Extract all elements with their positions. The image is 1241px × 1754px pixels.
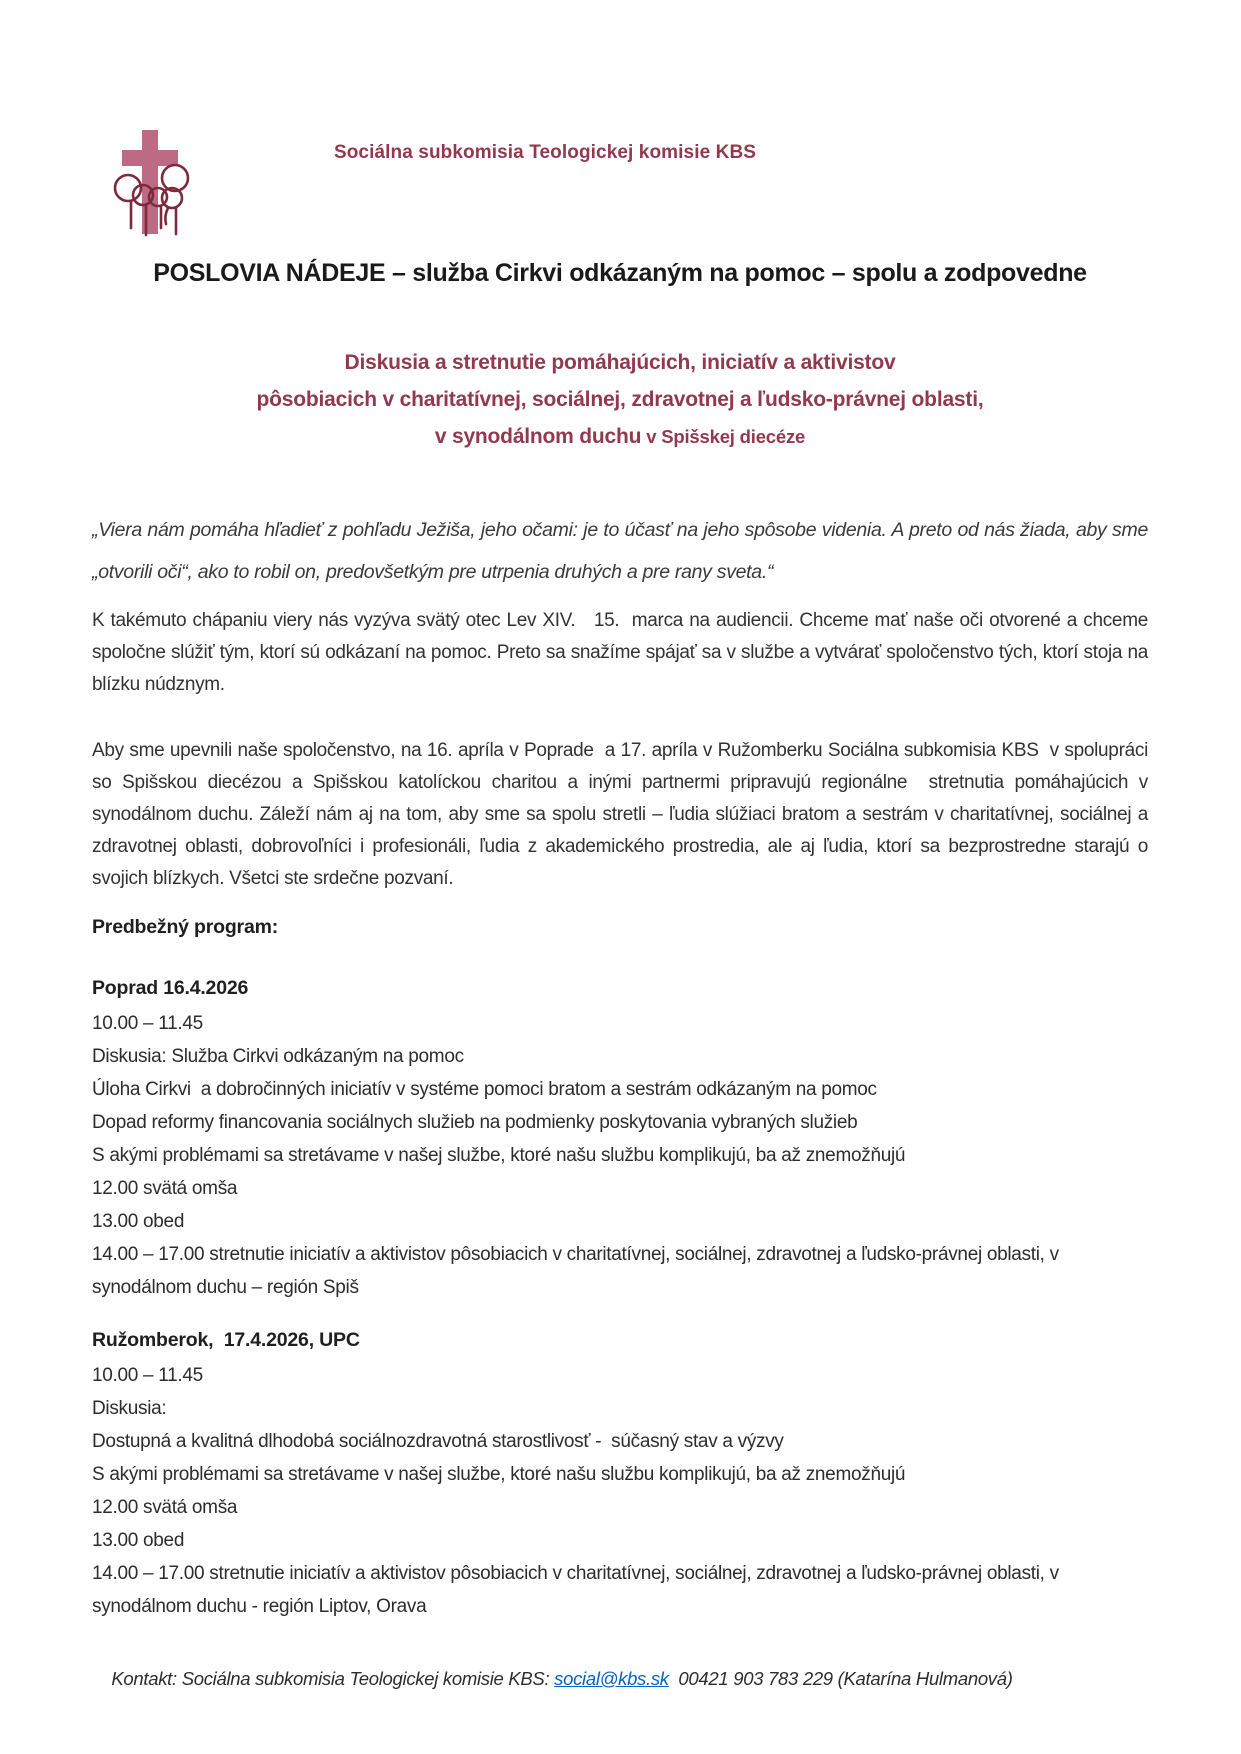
program-line: 10.00 – 11.45 [92,1013,203,1034]
program-line: Úloha Cirkvi a dobročinných iniciatív v systéme pomoci bratom a sestrám odkázaným na pomoc [92,1079,877,1100]
subtitle-line-3 [92,418,1148,455]
document-subtitle [92,344,1148,455]
program-line: S akými problémami sa stretávame v našej službe, ktoré našu službu komplikujú, ba až znemožňujú [92,1145,906,1166]
program-line: 13.00 obed [92,1530,185,1551]
quote-paragraph: „Viera nám pomáha hľadieť z pohľadu Ježiša, jeho očami: je to účasť na jeho spôsobe videnia. A preto od nás žiada, aby sme „otvorili oči“, ako to robil on, predovšetkým pre utrpenia druhých a pre rany sveta.“ [92,519,1154,583]
subtitle-line-1: Diskusia a stretnutie pomáhajúcich, iniciatív a aktivistov [344,351,896,374]
program-session-poprad [92,977,1148,1304]
subtitle-line-2: pôsobiacich v charitatívnej, sociálnej, zdravotnej a ľudsko-právnej oblasti, [256,388,984,411]
program-line: S akými problémami sa stretávame v našej službe, ktoré našu službu komplikujú, ba až znemožňujú [92,1464,906,1485]
contact-suffix: 00421 903 783 229 (Katarína Hulmanová) [668,1668,1013,1689]
contact-footer [92,1637,1148,1721]
program-line: Diskusia: Služba Cirkvi odkázaným na pomoc [92,1046,464,1067]
program-heading: Predbežný program: [92,916,279,938]
session-title: Poprad 16.4.2026 [92,977,249,999]
document-title: POSLOVIA NÁDEJE – služba Cirkvi odkázaným na pomoc – spolu a zodpovedne [153,259,1087,287]
program-line: 14.00 – 17.00 stretnutie iniciatív a aktivistov pôsobiacich v charitatívnej, sociálnej, zdravotnej a ľudsko-právnej oblasti, v synodálnom duchu - región Liptov, Orava [92,1563,1064,1617]
program-line: Dopad reformy financovania sociálnych služieb na podmienky poskytovania vybraných služieb [92,1112,858,1133]
program-line: Diskusia: [92,1398,167,1419]
program-line: 12.00 svätá omša [92,1178,238,1199]
body-paragraph-2: Aby sme upevnili naše spoločenstvo, na 16. apríla v Poprade a 17. apríla v Ružomberku Sociálna subkomisia KBS v spolupráci so Spišskou diecézou a Spišskou katolíckou charitou a inými partnermi pripravujú regionálne stretnutia pomáhajúcich v synodálnom duchu. Záleží nám aj na tom, aby sme sa spolu stretli – ľudia slúžiaci bratom a sestrám v charitatívnej, sociálnej a zdravotnej oblasti, dobrovoľníci i profesionáli, ľudia z akademického prostredia, ale aj ľudia, ktorí sa bezprostredne starajú o svojich blízkych. Všetci ste srdečne pozvaní. [92,740,1153,889]
subtitle-line-3-main: v synodálnom duchu [434,425,642,448]
org-name: Sociálna subkomisia Teologickej komisie KBS [333,142,757,163]
contact-email-link[interactable]: social@kbs.sk [554,1668,669,1689]
subtitle-line-3-tail: v Spišskej diecéze [641,426,806,447]
session-title: Ružomberok, 17.4.2026, UPC [92,1329,360,1351]
program-line: 10.00 – 11.45 [92,1365,203,1386]
program-session-ruzomberok [92,1329,1148,1623]
program-line: 12.00 svätá omša [92,1497,238,1518]
program-line: 14.00 – 17.00 stretnutie iniciatív a aktivistov pôsobiacich v charitatívnej, sociálnej, zdravotnej a ľudsko-právnej oblasti, v synodálnom duchu – región Spiš [92,1244,1064,1298]
body-paragraph-1: K takémuto chápaniu viery nás vyzýva svätý otec Lev XIV. 15. marca na audiencii. Chceme mať naše oči otvorené a chceme spoločne slúžiť tým, ktorí sú odkázaní na pomoc. Preto sa snažíme spájať sa v službe a vytvárať spoločenstvo tých, ktorí stoja na blízku núdznym. [92,610,1153,695]
program-line: Dostupná a kvalitná dlhodobá sociálnozdravotná starostlivosť - súčasný stav a výzvy [92,1431,784,1452]
contact-prefix: Kontakt: Sociálna subkomisia Teologickej komisie KBS: [111,1668,555,1689]
program-line: 13.00 obed [92,1211,185,1232]
